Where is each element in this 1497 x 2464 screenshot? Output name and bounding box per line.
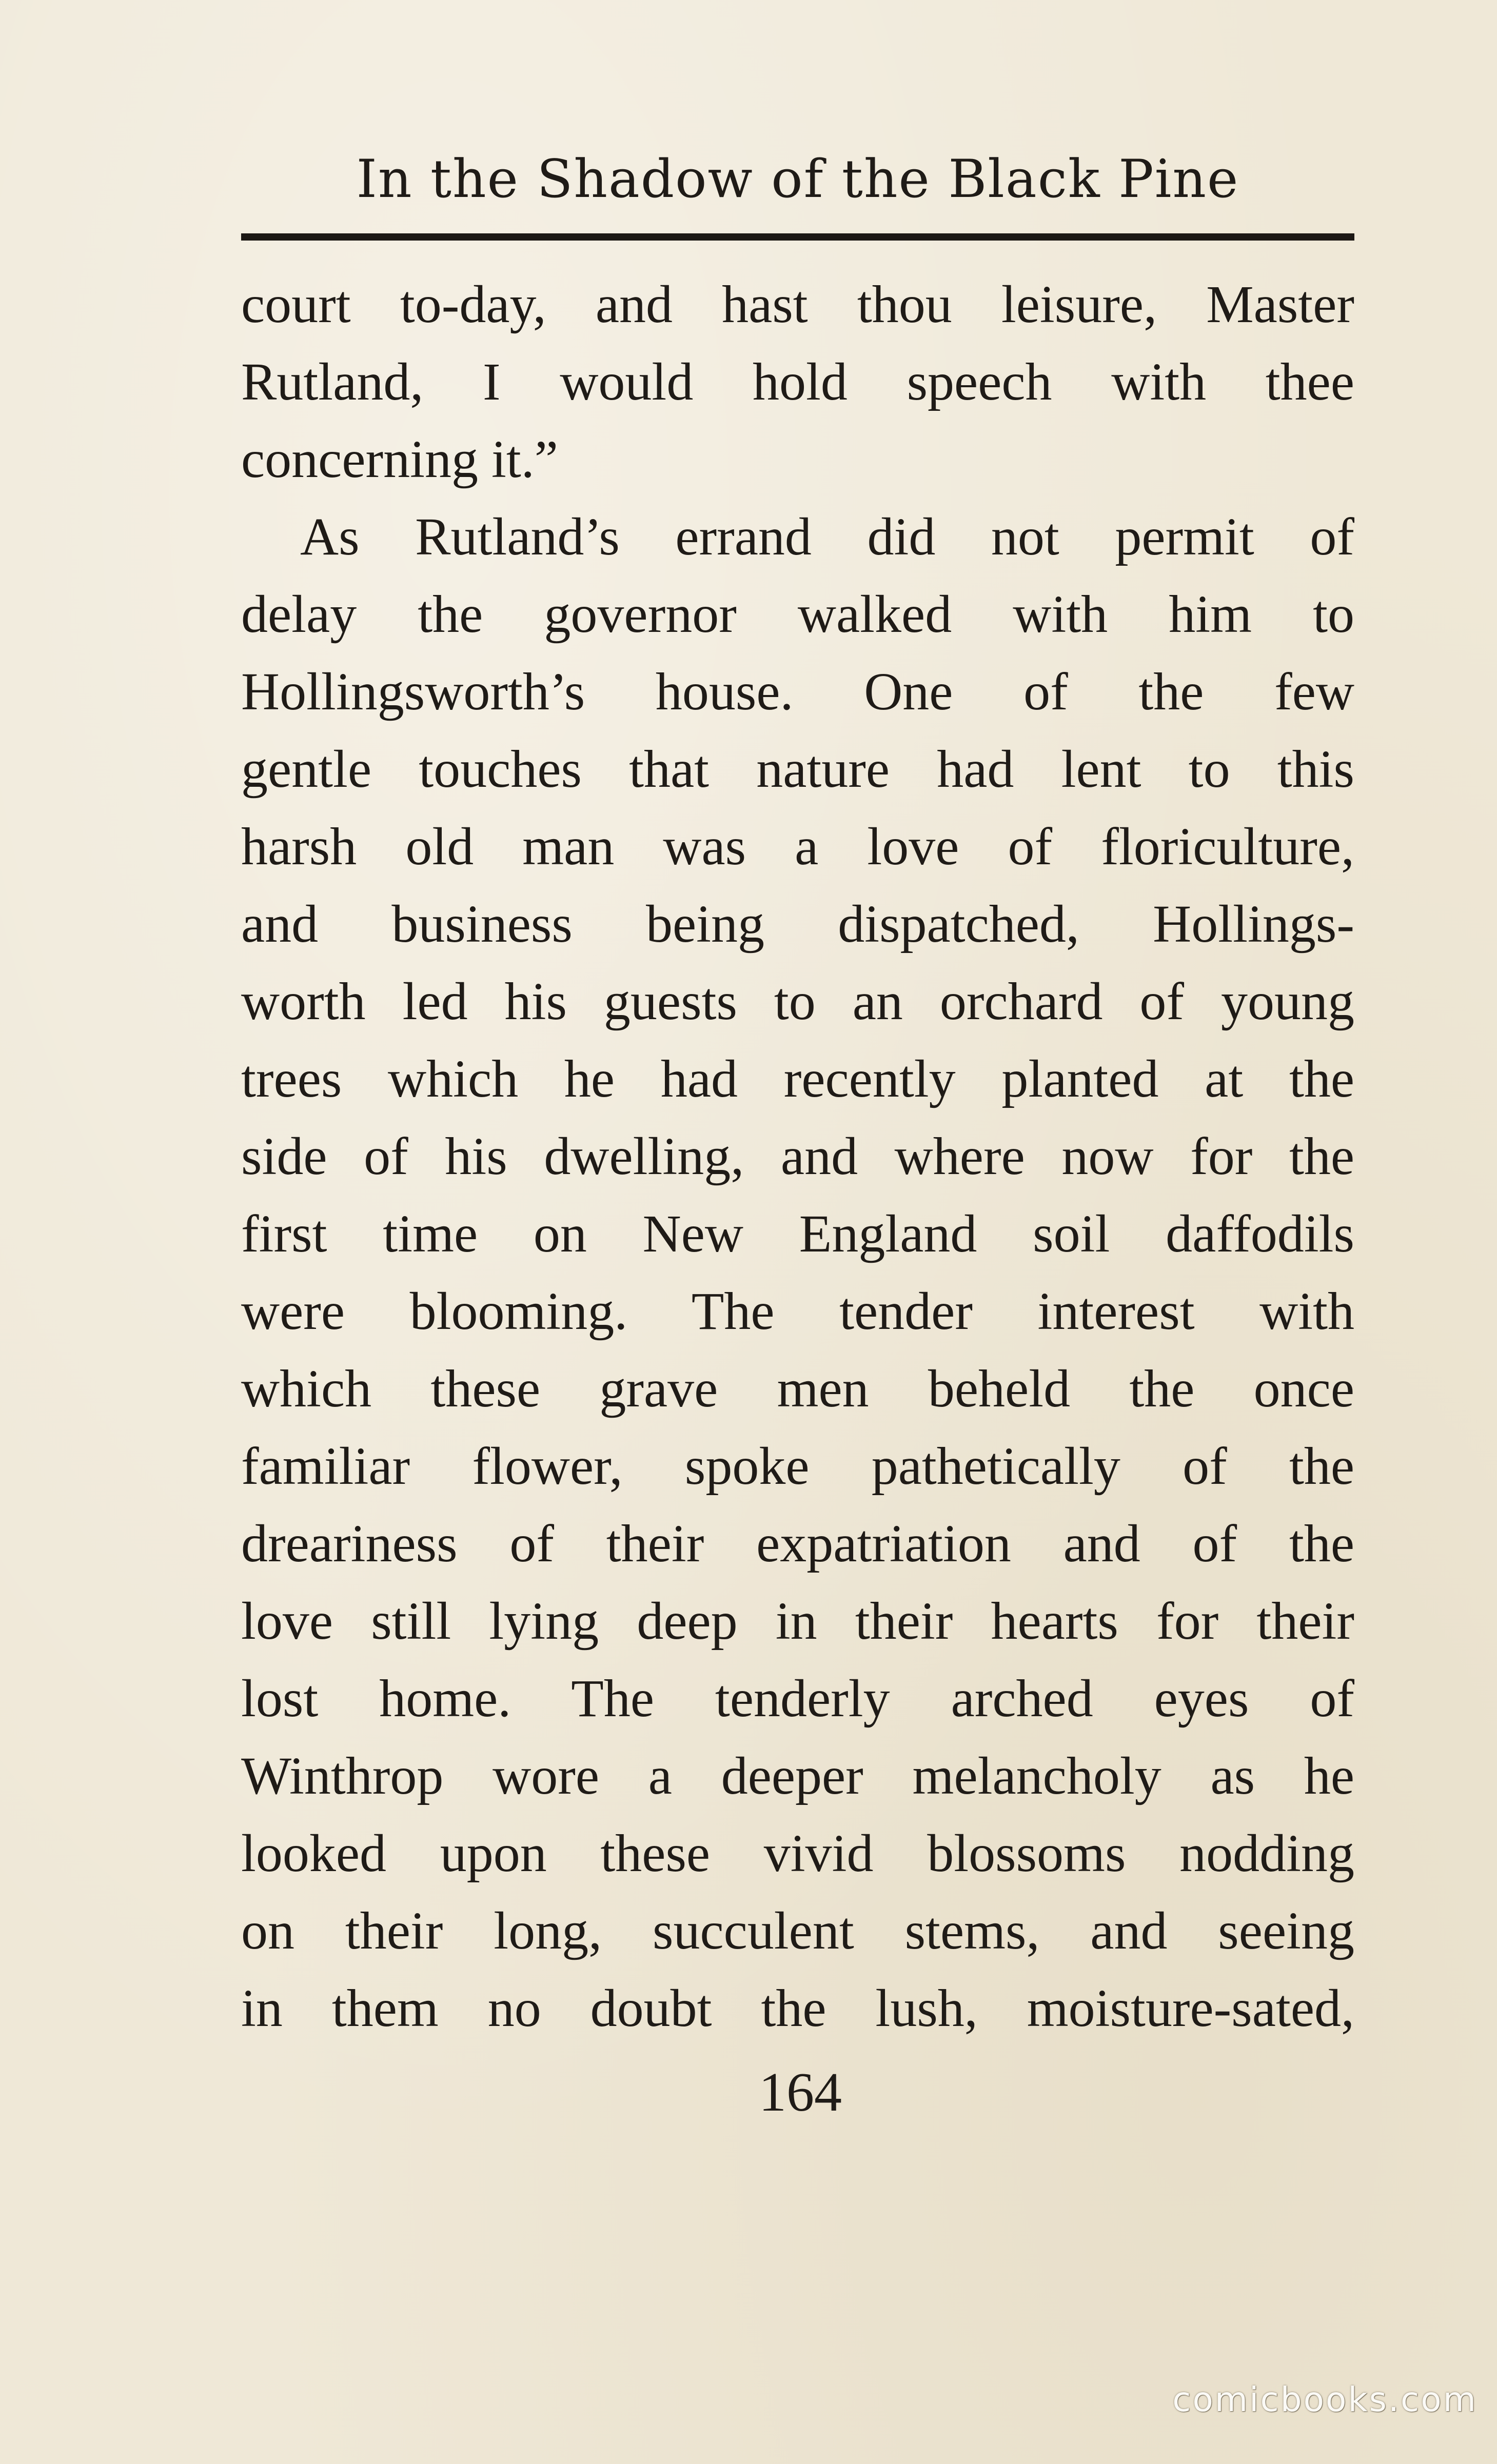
paragraph bbox=[241, 498, 1354, 2047]
text-line: gentle touches that nature had lent to this bbox=[241, 740, 1354, 799]
text-line: love still lying deep in their hearts for their bbox=[241, 1592, 1354, 1651]
text-line: trees which he had recently planted at the bbox=[241, 1049, 1354, 1108]
text-line: and business being dispatched, Hollings- bbox=[241, 895, 1354, 953]
text-line: lost home. The tenderly arched eyes of bbox=[241, 1669, 1354, 1728]
text-line: were blooming. The tender interest with bbox=[241, 1282, 1354, 1341]
body-text bbox=[241, 266, 1354, 2047]
watermark-text: comicbooks.com bbox=[1172, 2380, 1478, 2419]
text-line: on their long, succulent stems, and seeing bbox=[241, 1901, 1354, 1960]
paragraph bbox=[241, 266, 1354, 498]
running-head: In the Shadow of the Black Pine bbox=[356, 149, 1239, 210]
text-line: worth led his guests to an orchard of young bbox=[241, 972, 1354, 1031]
text-line: court to-day, and hast thou leisure, Master bbox=[241, 275, 1354, 334]
page-number: 164 bbox=[759, 2062, 842, 2123]
text-line: Hollingsworth’s house. One of the few bbox=[241, 662, 1354, 721]
header-rule bbox=[241, 233, 1354, 241]
text-line: concerning it.” bbox=[241, 430, 558, 489]
text-line: familiar flower, spoke pathetically of the bbox=[241, 1437, 1354, 1496]
text-line: in them no doubt the lush, moisture-sated, bbox=[241, 1979, 1354, 2038]
text-line: Rutland, I would hold speech with thee bbox=[241, 352, 1354, 411]
text-line: harsh old man was a love of floriculture, bbox=[241, 817, 1354, 876]
text-line: Winthrop wore a deeper melancholy as he bbox=[241, 1746, 1354, 1805]
text-line: which these grave men beheld the once bbox=[241, 1359, 1354, 1418]
text-line: dreariness of their expatriation and of the bbox=[241, 1514, 1354, 1573]
text-line: side of his dwelling, and where now for the bbox=[241, 1127, 1354, 1186]
text-line: delay the governor walked with him to bbox=[241, 585, 1354, 644]
text-line: As Rutland’s errand did not permit of bbox=[300, 507, 1354, 566]
text-line: first time on New England soil daffodils bbox=[241, 1204, 1354, 1263]
text-line: looked upon these vivid blossoms nodding bbox=[241, 1824, 1354, 1883]
